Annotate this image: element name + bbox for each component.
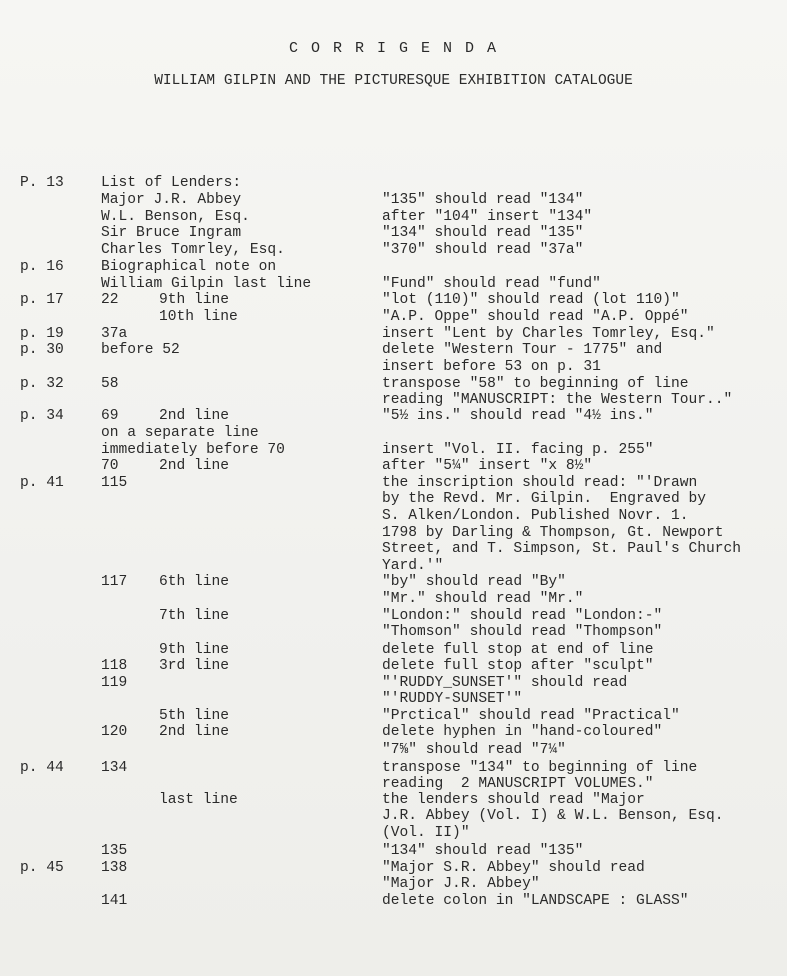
entry-ref: 70 <box>101 458 119 474</box>
page-ref: P. 13 <box>20 175 64 191</box>
correction-text: reading 2 MANUSCRIPT VOLUMES." <box>382 776 654 792</box>
correction-text: insert "Lent by Charles Tomrley, Esq." <box>382 326 715 342</box>
correction-text: "lot (110)" should read (lot 110)" <box>382 292 680 308</box>
page-ref: p. 16 <box>20 259 64 275</box>
table-row <box>0 209 787 225</box>
correction-text: "Fund" should read "fund" <box>382 276 601 292</box>
table-row <box>0 724 787 740</box>
table-row <box>0 458 787 474</box>
table-row <box>0 843 787 859</box>
correction-text: transpose "58" to beginning of line <box>382 376 689 392</box>
table-row <box>0 508 787 524</box>
page-ref: p. 30 <box>20 342 64 358</box>
table-row <box>0 760 787 776</box>
page-ref: p. 45 <box>20 860 64 876</box>
entry-ref: W.L. Benson, Esq. <box>101 209 250 225</box>
entry-ref: 118 <box>101 658 128 674</box>
table-row <box>0 591 787 607</box>
entry-ref: Major J.R. Abbey <box>101 192 242 208</box>
line-ref: 5th line <box>159 708 230 724</box>
entry-ref: 119 <box>101 675 128 691</box>
table-row <box>0 376 787 392</box>
table-row <box>0 658 787 674</box>
page-ref: p. 32 <box>20 376 64 392</box>
table-row <box>0 425 787 441</box>
table-row <box>0 491 787 507</box>
correction-text: "7⅝" should read "7¼" <box>382 742 566 758</box>
correction-text: insert before 53 on p. 31 <box>382 359 601 375</box>
line-ref: last line <box>159 792 238 808</box>
entry-ref: Biographical note on <box>101 259 277 275</box>
entry-ref: Sir Bruce Ingram <box>101 225 242 241</box>
correction-text: after "5¼" insert "x 8½" <box>382 458 593 474</box>
table-row <box>0 893 787 909</box>
table-row <box>0 624 787 640</box>
correction-text: "Thomson" should read "Thompson" <box>382 624 663 640</box>
entry-ref: 37a <box>101 326 128 342</box>
entry-ref: 117 <box>101 574 128 590</box>
correction-text: 1798 by Darling & Thompson, Gt. Newport <box>382 525 724 541</box>
correction-text: "Major S.R. Abbey" should read <box>382 860 645 876</box>
page-ref: p. 44 <box>20 760 64 776</box>
table-row <box>0 808 787 824</box>
table-row <box>0 541 787 557</box>
table-row <box>0 608 787 624</box>
line-ref: 2nd line <box>159 408 230 424</box>
page-title: C O R R I G E N D A <box>288 40 499 57</box>
table-row <box>0 742 787 758</box>
entry-ref: 141 <box>101 893 128 909</box>
table-row <box>0 675 787 691</box>
entry-ref: 135 <box>101 843 128 859</box>
correction-text: "Prctical" should read "Practical" <box>382 708 680 724</box>
correction-text: "5½ ins." should read "4½ ins." <box>382 408 654 424</box>
page-subtitle: WILLIAM GILPIN AND THE PICTURESQUE EXHIBITION CATALOGUE <box>154 73 633 89</box>
correction-text: "'RUDDY-SUNSET'" <box>382 691 523 707</box>
line-ref: 3rd line <box>159 658 230 674</box>
correction-text: S. Alken/London. Published Novr. 1. <box>382 508 689 524</box>
table-row <box>0 292 787 308</box>
table-row <box>0 359 787 375</box>
entry-ref: before 52 <box>101 342 180 358</box>
correction-text: the lenders should read "Major <box>382 792 645 808</box>
correction-text: "134" should read "135" <box>382 225 584 241</box>
entry-ref: 120 <box>101 724 128 740</box>
table-row <box>0 525 787 541</box>
correction-text: Street, and T. Simpson, St. Paul's Church <box>382 541 742 557</box>
correction-text: delete colon in "LANDSCAPE : GLASS" <box>382 893 689 909</box>
entry-ref: 58 <box>101 376 119 392</box>
table-row <box>0 225 787 241</box>
table-row <box>0 642 787 658</box>
table-row <box>0 309 787 325</box>
correction-text: J.R. Abbey (Vol. I) & W.L. Benson, Esq. <box>382 808 724 824</box>
table-row <box>0 242 787 258</box>
entry-ref: List of Lenders: <box>101 175 242 191</box>
table-row <box>0 574 787 590</box>
table-row <box>0 792 787 808</box>
table-row <box>0 276 787 292</box>
correction-text: "134" should read "135" <box>382 843 584 859</box>
correction-text: "370" should read "37a" <box>382 242 584 258</box>
line-ref: 2nd line <box>159 724 230 740</box>
entry-ref: William Gilpin last line <box>101 276 312 292</box>
line-ref: 2nd line <box>159 458 230 474</box>
correction-text: "A.P. Oppe" should read "A.P. Oppé" <box>382 309 689 325</box>
table-row <box>0 326 787 342</box>
entry-ref: 22 <box>101 292 119 308</box>
correction-text: by the Revd. Mr. Gilpin. Engraved by <box>382 491 707 507</box>
correction-text: insert "Vol. II. facing p. 255" <box>382 442 654 458</box>
line-ref: 9th line <box>159 292 230 308</box>
table-row <box>0 860 787 876</box>
correction-text: "Major J.R. Abbey" <box>382 876 540 892</box>
correction-text: Yard.'" <box>382 558 444 574</box>
correction-text: delete hyphen in "hand-coloured" <box>382 724 663 740</box>
correction-text: (Vol. II)" <box>382 825 470 841</box>
table-row <box>0 408 787 424</box>
page-ref: p. 34 <box>20 408 64 424</box>
correction-text: "London:" should read "London:-" <box>382 608 663 624</box>
entry-ref: Charles Tomrley, Esq. <box>101 242 285 258</box>
correction-text: "by" should read "By" <box>382 574 566 590</box>
table-row <box>0 259 787 275</box>
table-row <box>0 558 787 574</box>
line-ref: 9th line <box>159 642 230 658</box>
table-row <box>0 776 787 792</box>
correction-text: "Mr." should read "Mr." <box>382 591 584 607</box>
table-row <box>0 691 787 707</box>
table-row <box>0 876 787 892</box>
entry-ref: immediately before 70 <box>101 442 285 458</box>
page-ref: p. 17 <box>20 292 64 308</box>
correction-text: delete full stop after "sculpt" <box>382 658 654 674</box>
correction-text: reading "MANUSCRIPT: the Western Tour.." <box>382 392 733 408</box>
correction-text: "'RUDDY_SUNSET'" should read <box>382 675 628 691</box>
correction-text: "135" should read "134" <box>382 192 584 208</box>
line-ref: 10th line <box>159 309 238 325</box>
entry-ref: 138 <box>101 860 128 876</box>
table-row <box>0 825 787 841</box>
page-ref: p. 19 <box>20 326 64 342</box>
entry-ref: on a separate line <box>101 425 259 441</box>
correction-text: delete full stop at end of line <box>382 642 654 658</box>
page-ref: p. 41 <box>20 475 64 491</box>
table-row <box>0 392 787 408</box>
table-row <box>0 475 787 491</box>
table-row <box>0 175 787 191</box>
table-row <box>0 192 787 208</box>
entry-ref: 134 <box>101 760 128 776</box>
entry-ref: 69 <box>101 408 119 424</box>
correction-text: after "104" insert "134" <box>382 209 593 225</box>
line-ref: 6th line <box>159 574 230 590</box>
correction-text: transpose "134" to beginning of line <box>382 760 698 776</box>
table-row <box>0 442 787 458</box>
entry-ref: 115 <box>101 475 128 491</box>
correction-text: the inscription should read: "'Drawn <box>382 475 698 491</box>
correction-text: delete "Western Tour - 1775" and <box>382 342 663 358</box>
line-ref: 7th line <box>159 608 230 624</box>
table-row <box>0 708 787 724</box>
table-row <box>0 342 787 358</box>
